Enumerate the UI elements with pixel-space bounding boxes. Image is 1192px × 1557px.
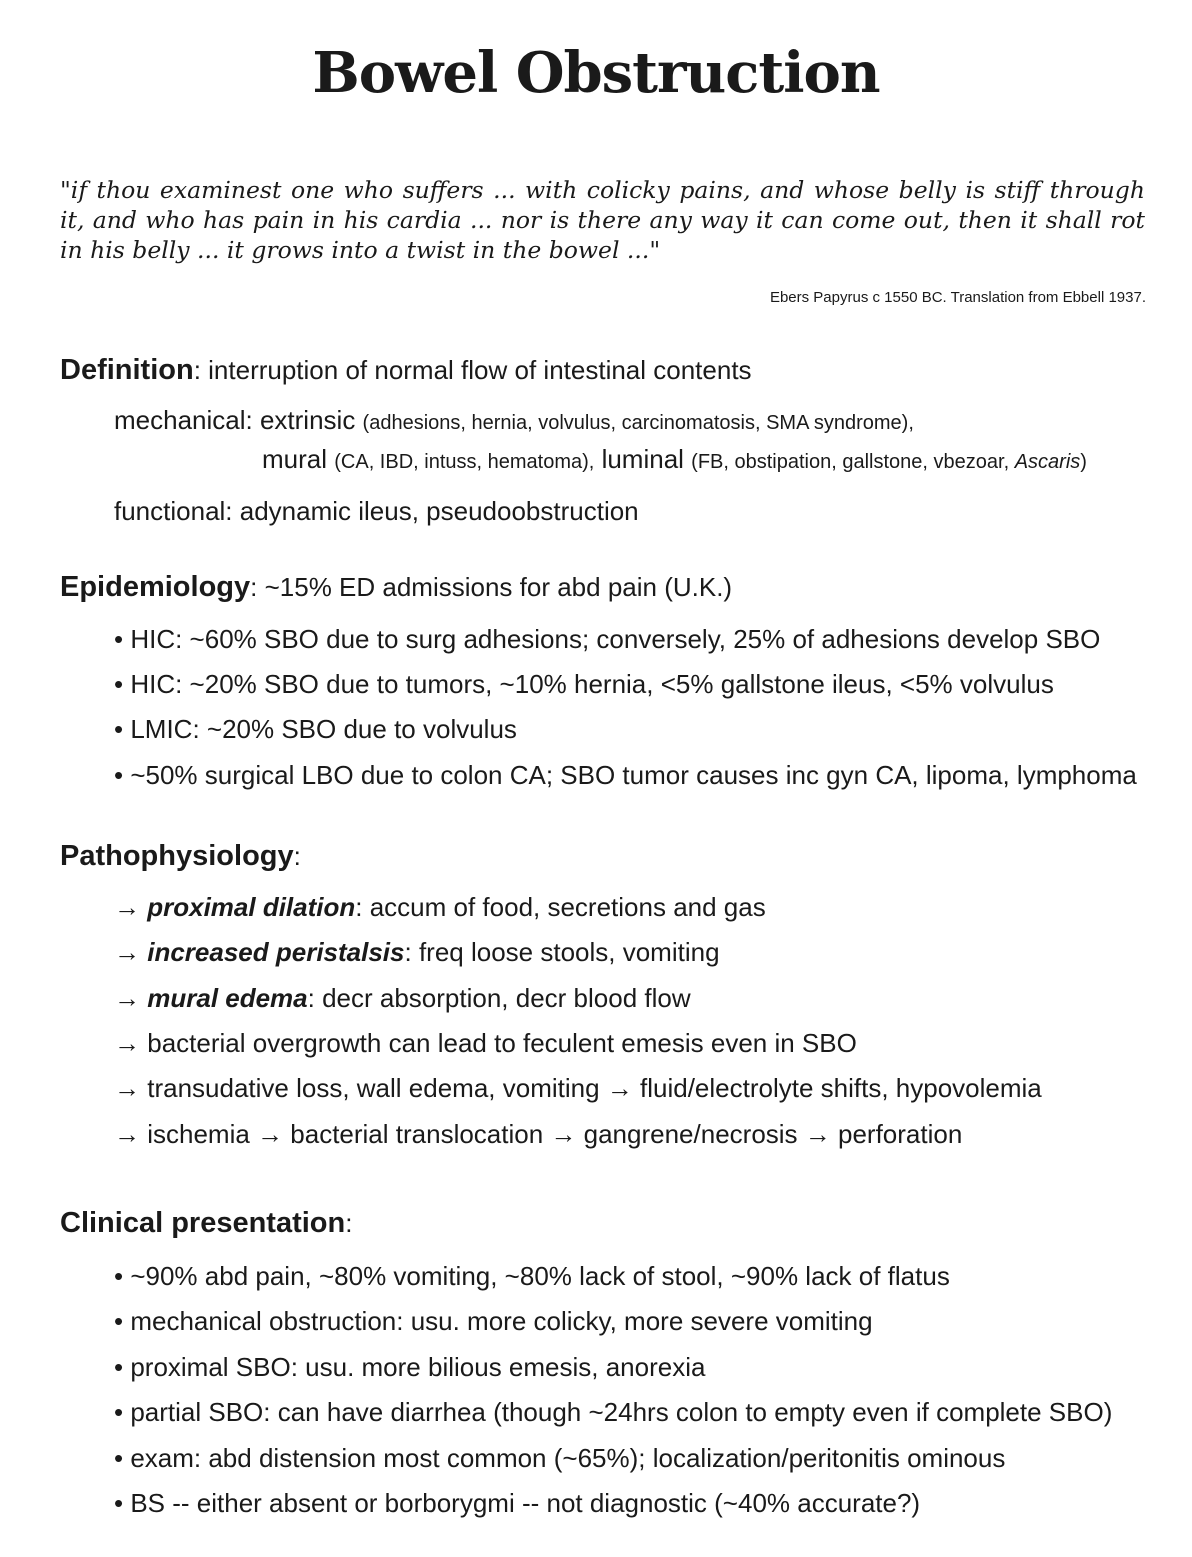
list-item: → mural edema: decr absorption, decr blood flow [114,983,691,1013]
mural-examples: (CA, IBD, intuss, hematoma), [334,451,595,473]
definition-line [60,354,752,387]
mechanical-line [114,405,914,436]
functional-line: functional: adynamic ileus, pseudoobstruction [114,496,639,526]
list-item: → increased peristalsis: freq loose stools, vomiting [114,937,720,967]
list-item: → transudative loss, wall edema, vomiting → fluid/electrolyte shifts, hypovolemia [114,1073,1042,1103]
list-item: → bacterial overgrowth can lead to feculent emesis even in SBO [114,1028,857,1058]
list-item: • mechanical obstruction: usu. more colicky, more severe vomiting [114,1306,873,1336]
mural-luminal-line [262,444,1087,475]
luminal-label: luminal [601,444,684,474]
list-item: • proximal SBO: usu. more bilious emesis, anorexia [114,1352,706,1382]
pathophysiology-line: Pathophysiology: [60,840,301,872]
list-item: • exam: abd distension most common (~65%); localization/peritonitis ominous [114,1443,1006,1473]
mechanical-label: mechanical: extrinsic [114,405,356,435]
clinical-heading: Clinical presentation [60,1207,346,1239]
epidemiology-line [60,571,732,604]
list-item: • HIC: ~20% SBO due to tumors, ~10% hernia, <5% gallstone ileus, <5% volvulus [114,669,1054,699]
list-item: • ~90% abd pain, ~80% vomiting, ~80% lack of stool, ~90% lack of flatus [114,1261,950,1291]
clinical-line: Clinical presentation: [60,1207,353,1239]
epigraph-citation: Ebers Papyrus c 1550 BC. Translation from Ebbell 1937. [769,289,1146,306]
list-item: → proximal dilation: accum of food, secretions and gas [114,892,766,922]
epidemiology-text: : ~15% ED admissions for abd pain (U.K.) [250,572,733,602]
list-item: • HIC: ~60% SBO due to surg adhesions; conversely, 25% of adhesions develop SBO [114,624,1101,654]
definition-text: : interruption of normal flow of intestinal contents [193,355,752,385]
list-item: → ischemia → bacterial translocation → gangrene/necrosis → perforation [114,1119,963,1149]
epigraph-quote: "if thou examinest one who suffers ... with colicky pains, and whose belly is stiff through it, and who has pain in his cardia ... nor is there any way it can come out, then it shall rot in his belly ... it grows into a twist in the bowel ..." [60,176,1145,264]
definition-heading: Definition [60,354,194,386]
list-item: • partial SBO: can have diarrhea (though ~24hrs colon to empty even if complete SBO) [114,1397,1113,1427]
luminal-examples: (FB, obstipation, gallstone, vbezoar, Ascaris) [691,451,1087,473]
mural-label: mural [262,444,328,474]
list-item: • BS -- either absent or borborygmi -- not diagnostic (~40% accurate?) [114,1488,921,1518]
list-item: • ~50% surgical LBO due to colon CA; SBO tumor causes inc gyn CA, lipoma, lymphoma [114,760,1137,790]
epidemiology-heading: Epidemiology [60,571,251,603]
page-title: Bowel Obstruction [312,40,880,106]
list-item: • LMIC: ~20% SBO due to volvulus [114,714,517,744]
pathophysiology-heading: Pathophysiology [60,840,294,872]
extrinsic-examples: (adhesions, hernia, volvulus, carcinomatosis, SMA syndrome), [362,412,914,434]
